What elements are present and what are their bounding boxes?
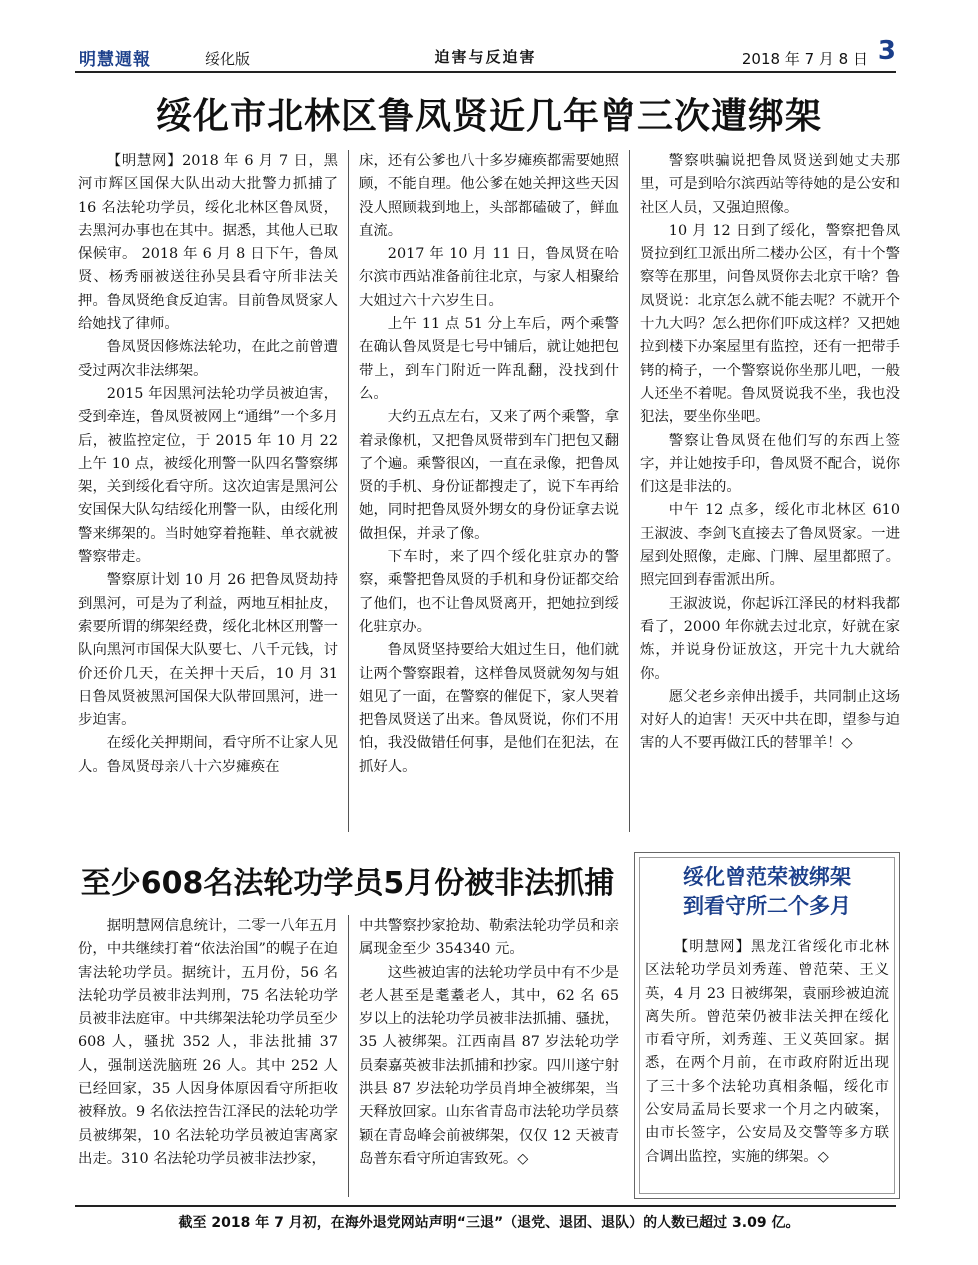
article2-column-1 bbox=[78, 915, 338, 1171]
paragraph: 10 月 12 日到了绥化，警察把鲁凤贤拉到红卫派出所二楼办公区，有十个警察等在那里，问鲁凤贤你去北京干啥？鲁凤贤说：北京怎么就不能去呢？不就开个十九大吗？怎么把你们吓成这样？又把她拉到楼下办案屋里有监控，还有一把带手铐的椅子，一个警察说你坐那儿吧，一般人还坐不着呢。鲁凤贤说我不坐，我也没犯法，要坐你坐吧。 bbox=[640, 222, 900, 426]
edition-label: 绥化版 bbox=[205, 50, 251, 68]
paragraph: 【明慧网】黑龙江省绥化市北林区法轮功学员刘秀莲、曾范荣、王义英，4 月 23 日被绑架，袁丽珍被迫流离失所。曾范荣仍被非法关押在绥化市看守所，刘秀莲、王义英回家。据悉，在两个月前，在市政府附近出现了三十多个法轮功真相条幅，绥化市公安局孟局长要求一个月之内破案，由市长签字，公安局及交警等多方联合调出监控，实施的绑架。◇ bbox=[645, 939, 889, 1165]
sidebar-title-line-2: 到看守所二个多月 bbox=[683, 894, 851, 918]
paragraph: 下车时，来了四个绥化驻京办的警察，乘警把鲁凤贤的手机和身份证都交给了他们，也不让鲁凤贤离开，把她拉到绥化驻京办。 bbox=[359, 549, 619, 635]
article2-title: 至少608名法轮功学员5月份被非法抓捕 bbox=[80, 866, 615, 901]
section-label: 迫害与反迫害 bbox=[434, 48, 537, 66]
masthead-brand: 明慧週報 bbox=[79, 50, 151, 70]
article1-column-2 bbox=[359, 150, 619, 779]
footer-rule bbox=[75, 1205, 896, 1207]
paragraph: 大约五点左右，又来了两个乘警，拿着录像机，又把鲁凤贤带到车门把包又翻了个遍。乘警很凶，一直在录像，把鲁凤贤的手机、身份证都搜走了，说下车再给她，同时把鲁凤贤外甥女的身份证拿去说做担保，并录了像。 bbox=[359, 409, 619, 542]
paragraph: 鲁凤贤坚持要给大姐过生日，他们就让两个警察跟着，这样鲁凤贤就匆匆与姐姐见了一面，在警察的催促下，家人哭着把鲁凤贤送了出来。鲁凤贤说，你们不用怕，我没做错任何事，是他们在犯法，在抓好人。 bbox=[359, 642, 619, 775]
article1-title: 绥化市北林区鲁凤贤近几年曾三次遭绑架 bbox=[155, 96, 822, 137]
issue-date: 2018 年 7 月 8 日 bbox=[741, 50, 868, 68]
paragraph: 中共警察抄家抢劫、勒索法轮功学员和亲属现金至少 354340 元。 bbox=[359, 918, 619, 958]
paragraph: 在绥化关押期间，看守所不让家人见人。鲁凤贤母亲八十六岁瘫痪在 bbox=[78, 735, 338, 775]
paragraph: 2015 年因黑河法轮功学员被迫害，受到牵连，鲁凤贤被网上“通缉”一个多月后，被监控定位，于 2015 年 10 月 22 上午 10 点，被绥化刑警一队四名警察绑架，关到绥化看守所。这次迫害是黑河公安国保大队勾结绥化刑警一队，由绥化刑警来绑架的。当时她穿着拖鞋、单衣就被警察带走。 bbox=[78, 385, 338, 566]
paragraph: 王淑波说，你起诉江泽民的材料我都看了，2000 年你就去过北京，好就在家炼，并说身份证放这，开完十九大就给你。 bbox=[640, 595, 900, 682]
paragraph: 鲁凤贤因修炼法轮功，在此之前曾遭受过两次非法绑架。 bbox=[78, 339, 338, 379]
paragraph: 【明慧网】2018 年 6 月 7 日，黑河市辉区国保大队出动大批警力抓捕了 16 名法轮功学员，绥化北林区鲁凤贤，去黑河办事也在其中。据悉，其他人已取保候审。 2018 年 6 月 8 日下午，鲁凤贤、杨秀丽被送往孙吴县看守所非法关押。鲁凤贤绝食反迫害。目前鲁凤贤家人给她找了律师。 bbox=[78, 153, 338, 333]
article1-column-3 bbox=[640, 150, 900, 756]
column-divider bbox=[348, 915, 349, 1197]
paragraph: 床，还有公爹也八十多岁瘫痪都需要她照顾，不能自理。他公爹在她关押这些天因没人照顾栽到地上，头部都磕破了，鲜血直流。 bbox=[359, 153, 619, 239]
sidebar-title bbox=[635, 863, 899, 921]
article2-column-2 bbox=[359, 915, 619, 1171]
paragraph: 中午 12 点多，绥化市北林区 610 王淑波、李剑飞直接去了鲁凤贤家。一进屋到处照像，走廊、门牌、屋里都照了。照完回到春雷派出所。 bbox=[640, 502, 900, 589]
page-header bbox=[75, 36, 896, 74]
column-divider bbox=[629, 150, 630, 832]
paragraph: 警察哄骗说把鲁凤贤送到她丈夫那里，可是到哈尔滨西站等待她的是公安和社区人员，又强迫照像。 bbox=[640, 153, 900, 216]
paragraph: 这些被迫害的法轮功学员中有不少是老人甚至是耄耋老人，其中，62 名 65 岁以上的法轮功学员被非法抓捕、骚扰，35 人被绑架。江西南昌 87 岁法轮功学员秦嘉英被非法抓捕和抄家。四川遂宁射洪县 87 岁法轮功学员肖坤全被绑架，当天释放回家。山东省青岛市法轮功学员蔡颖在青岛峰会前被绑架，仅仅 12 天被青岛普东看守所迫害致死。◇ bbox=[359, 964, 619, 1167]
paragraph: 愿父老乡亲伸出援手，共同制止这场对好人的迫害！天灭中共在即，望参与迫害的人不要再做江氏的替罪羊！◇ bbox=[640, 688, 900, 752]
paragraph: 上午 11 点 51 分上车后，两个乘警在确认鲁凤贤是七号中铺后，就让她把包带上，到车门附近一阵乱翻，没找到什么。 bbox=[359, 316, 619, 402]
header-rule bbox=[75, 71, 896, 73]
sidebar-title-line-1: 绥化曾范荣被绑架 bbox=[683, 865, 851, 889]
article1-column-1 bbox=[78, 150, 338, 779]
footer-note: 截至 2018 年 7 月初，在海外退党网站声明“三退”（退党、退团、退队）的人数已超过 3.09 亿。 bbox=[178, 1215, 800, 1231]
sidebar-box bbox=[634, 852, 900, 1199]
paragraph: 警察让鲁凤贤在他们写的东西上签字，并让她按手印，鲁凤贤不配合，说你们这是非法的。 bbox=[640, 432, 900, 496]
paragraph: 2017 年 10 月 11 日，鲁凤贤在哈尔滨市西站准备前往北京，与家人相聚给大姐过六十六岁生日。 bbox=[359, 246, 619, 309]
sidebar-body bbox=[645, 936, 889, 1169]
column-divider bbox=[348, 150, 349, 832]
paragraph: 警察原计划 10 月 26 把鲁凤贤劫持到黑河，可是为了利益，两地互相扯皮，索要所谓的绑架经费，绥化北林区刑警一队向黑河市国保大队要七、八千元钱，讨价还价几天，在关押十天后，10 月 31 日鲁凤贤被黑河国保大队带回黑河，进一步迫害。 bbox=[78, 572, 338, 729]
paragraph: 据明慧网信息统计，二零一八年五月份，中共继续打着“依法治国”的幌子在迫害法轮功学员。据统计，五月份，56 名法轮功学员被非法判刑，75 名法轮功学员被非法庭审。中共绑架法轮功学员至少 608 人，骚扰 352 人，非法批捕 37 人，强制送洗脑班 26 人。其中 252 人已经回家，35 人因身体原因看守所拒收被释放。9 名依法控告江泽民的法轮功学员被绑架，10 名法轮功学员被迫害离家出走。310 名法轮功学员被非法抄家， bbox=[78, 918, 338, 1167]
page-number: 3 bbox=[877, 36, 896, 66]
